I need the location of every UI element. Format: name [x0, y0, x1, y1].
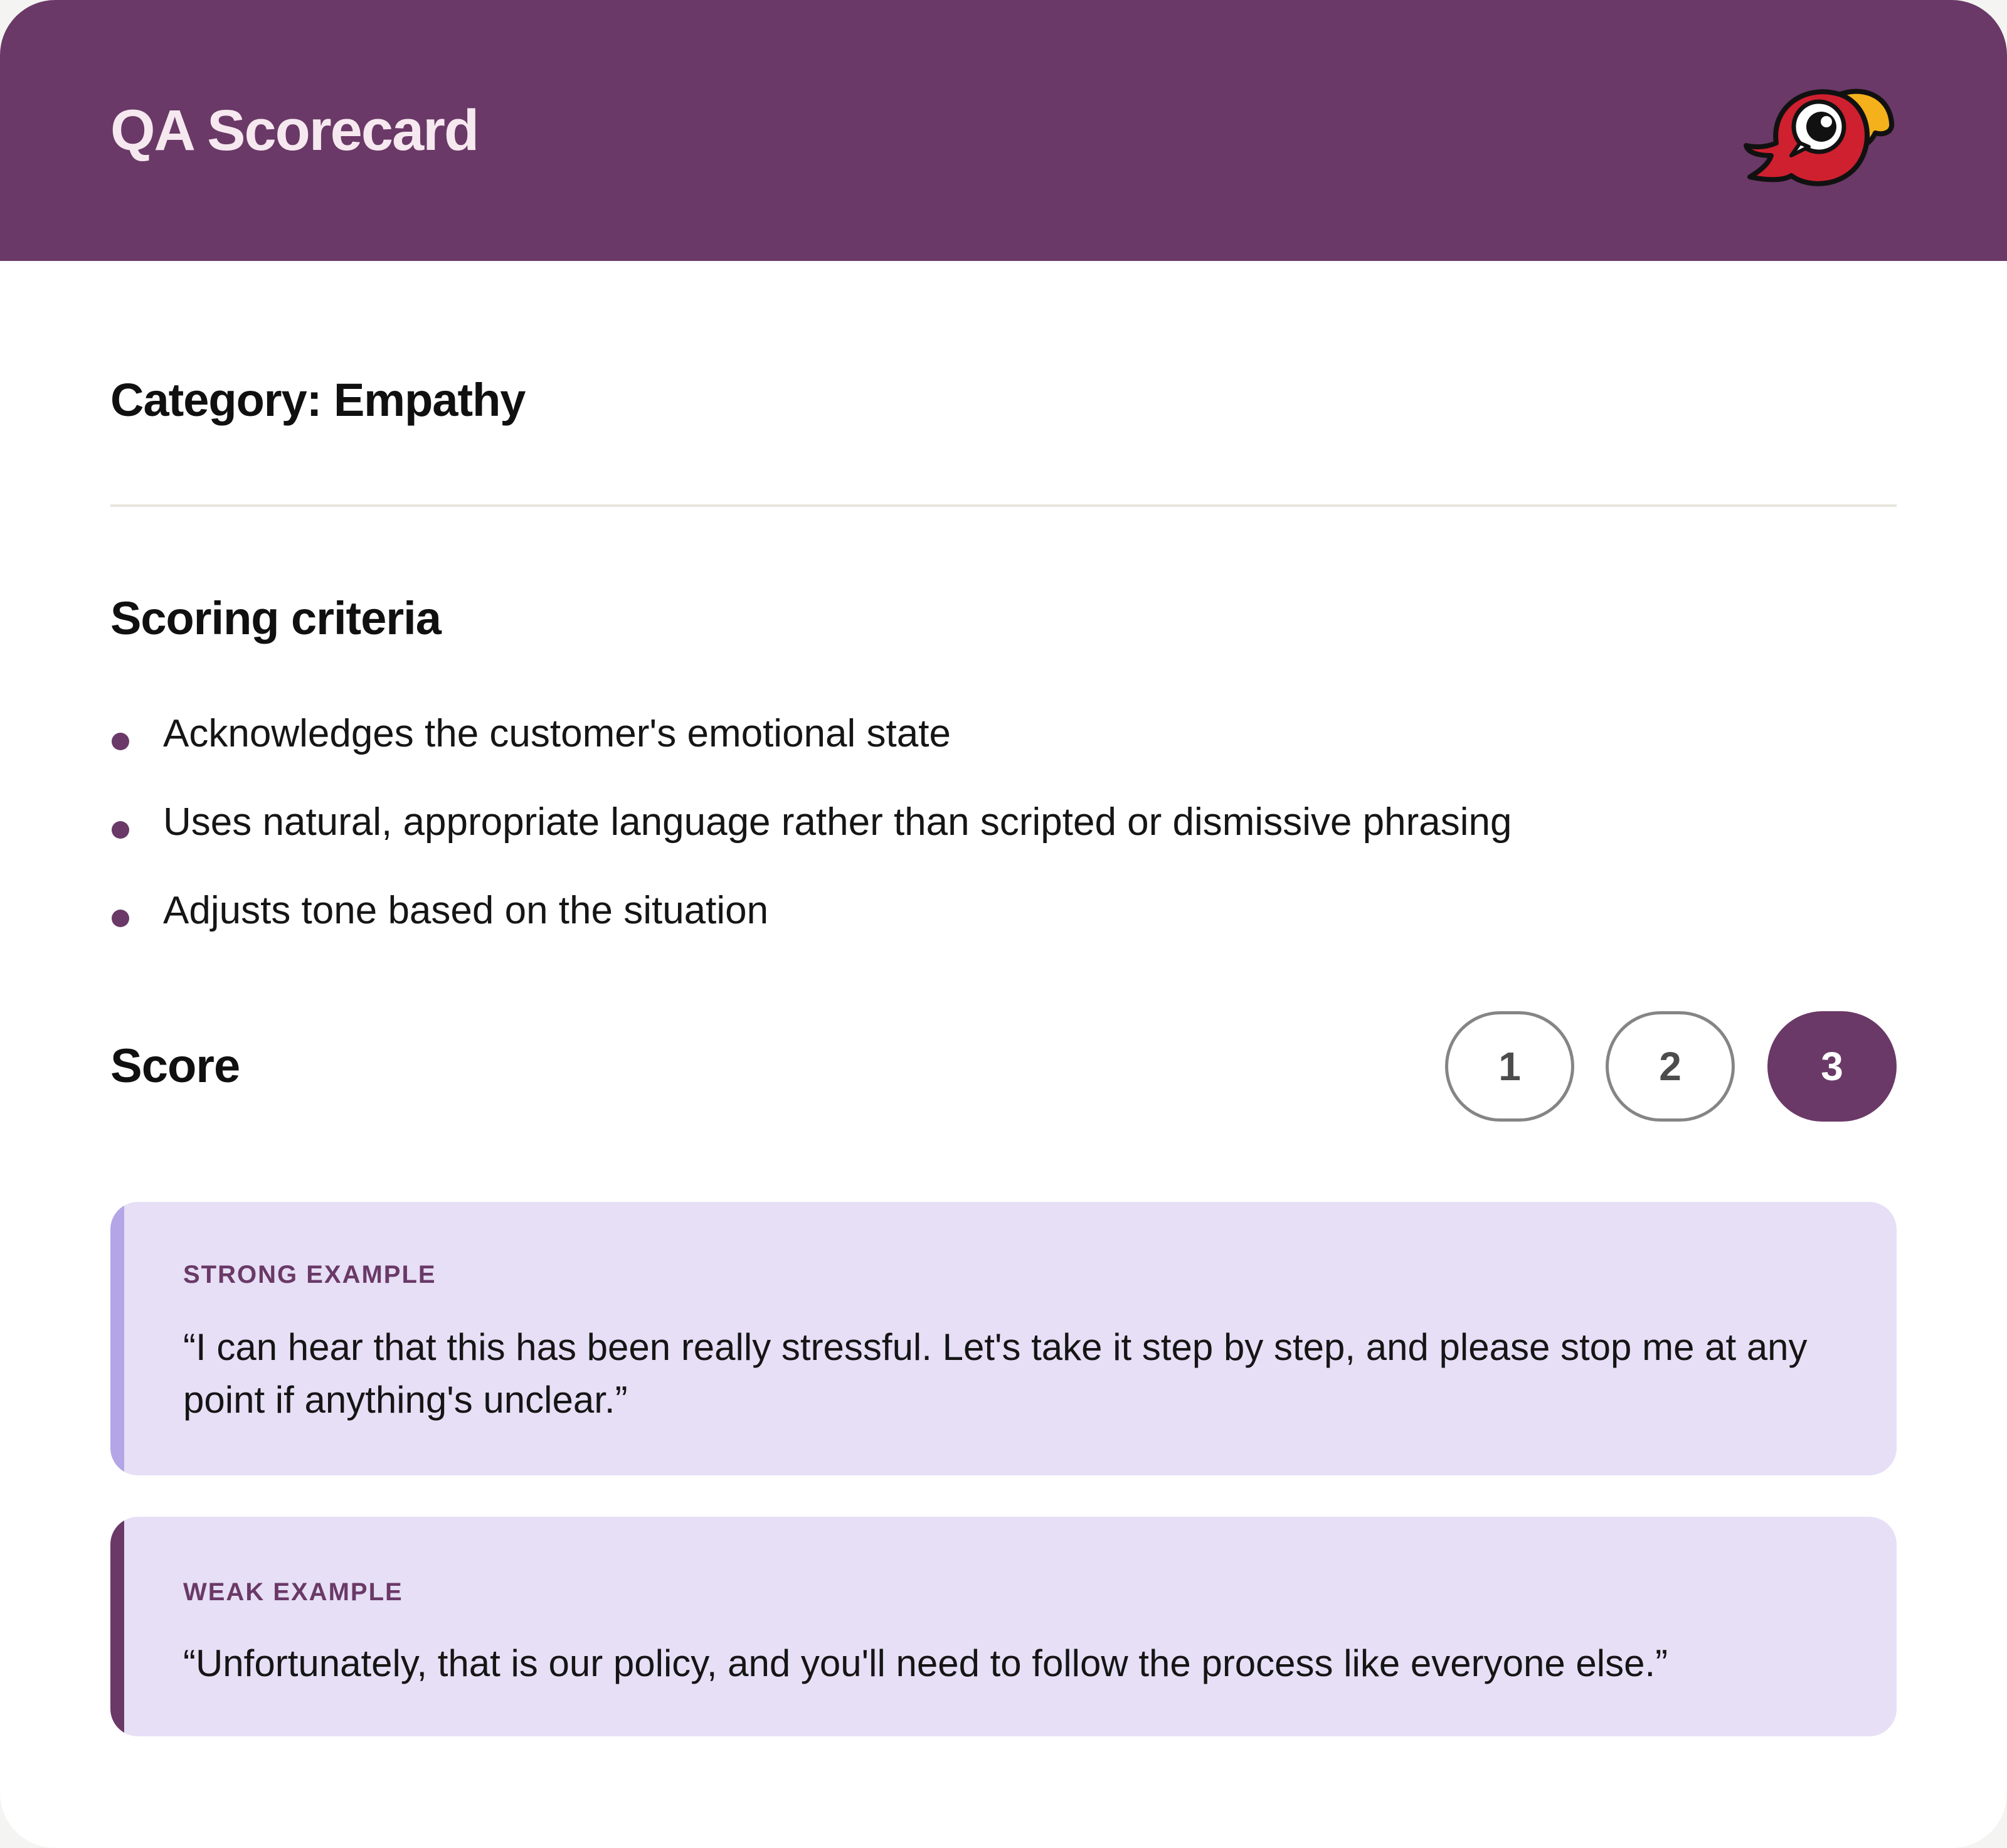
bullet-dot-icon [112, 821, 129, 839]
score-selector [1445, 1011, 1897, 1122]
weak-example-accent [110, 1517, 124, 1736]
header-bar [0, 0, 2007, 261]
score-option-2[interactable]: 2 [1606, 1011, 1735, 1122]
weak-example-quote: “Unfortunately, that is our policy, and you'll need to follow the process like everyone else.” [183, 1642, 1668, 1684]
strong-example-accent [110, 1202, 124, 1475]
bullet-dot-icon [112, 910, 129, 927]
strong-example-card [110, 1202, 1897, 1475]
criteria-text: Adjusts tone based on the situation [163, 889, 769, 932]
score-option-3[interactable]: 3 [1767, 1011, 1897, 1122]
section-divider [110, 504, 1897, 507]
criteria-text: Uses natural, appropriate language rather than scripted or dismissive phrasing [163, 800, 1512, 844]
page-title: QA Scorecard [110, 98, 479, 162]
strong-example-label: STRONG EXAMPLE [183, 1261, 437, 1288]
criteria-text: Acknowledges the customer's emotional state [163, 712, 951, 755]
strong-example-quote: “I can hear that this has been really stressful. Let's take it step by step, and please stop me at any point if anything's unclear.” [183, 1326, 1808, 1421]
criteria-list [110, 703, 1897, 968]
criteria-item [110, 879, 1897, 968]
criteria-item [110, 703, 1897, 791]
category-title: Category: Empathy [110, 374, 526, 426]
score-option-1[interactable]: 1 [1445, 1011, 1574, 1122]
weak-example-label: WEAK EXAMPLE [183, 1578, 403, 1606]
score-label: Score [110, 1039, 240, 1093]
bullet-dot-icon [112, 733, 129, 750]
criteria-item [110, 791, 1897, 879]
parrot-logo-icon [1744, 73, 1899, 188]
weak-example-card [110, 1517, 1897, 1736]
scoring-criteria-heading: Scoring criteria [110, 592, 441, 644]
